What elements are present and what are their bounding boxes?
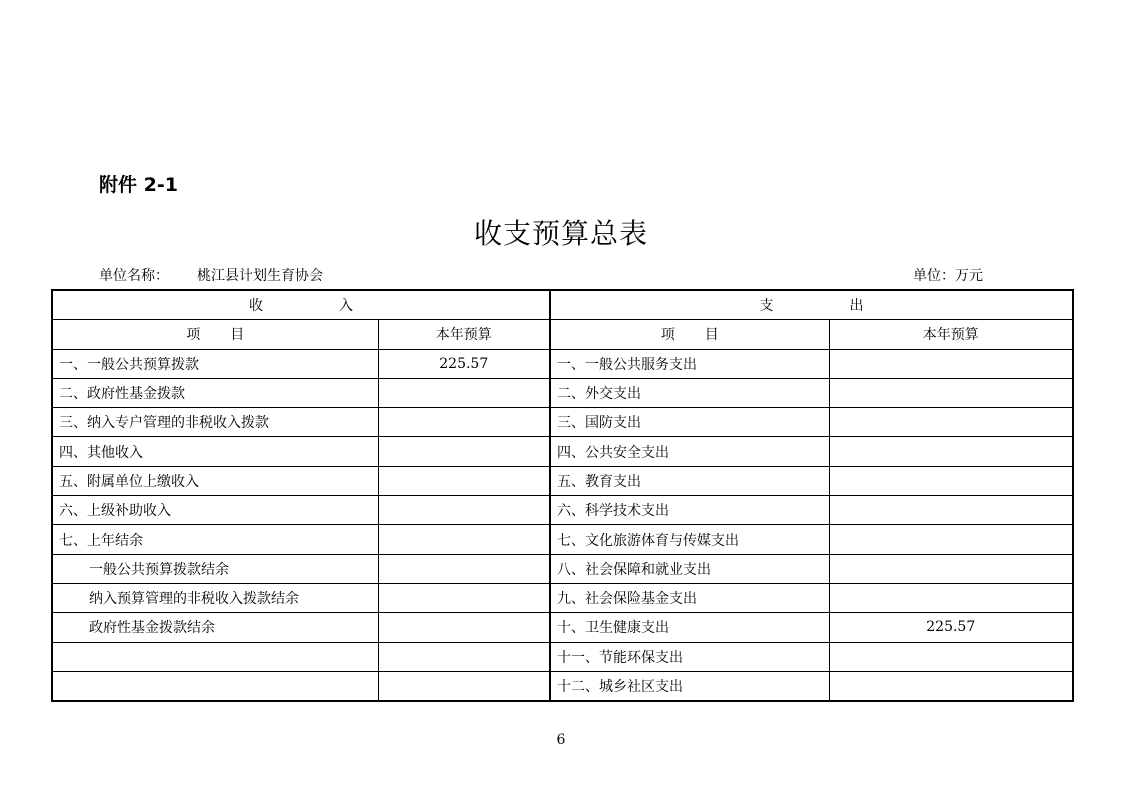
expense-amount-cell — [829, 671, 1073, 701]
table-head — [52, 290, 1073, 349]
income-subitem-cell: 一般公共预算拨款结余 — [52, 554, 378, 583]
unit-label: 单位：万元 — [913, 268, 983, 284]
income-amount-cell — [378, 466, 550, 495]
expense-section-header — [550, 290, 1073, 320]
expense-amount-cell — [829, 583, 1073, 612]
income-amount-cell — [378, 613, 550, 642]
income-item-header — [52, 320, 378, 349]
item-header-char-1: 项 — [186, 327, 201, 344]
expense-item-cell: 十一、节能环保支出 — [550, 642, 829, 671]
expense-item-cell: 一、一般公共服务支出 — [550, 349, 829, 378]
income-amount-cell — [378, 378, 550, 407]
expense-item-cell: 十二、城乡社区支出 — [550, 671, 829, 701]
expense-header-char-2: 出 — [849, 298, 864, 315]
expense-item-cell: 五、教育支出 — [550, 466, 829, 495]
budget-summary-table — [51, 289, 1074, 702]
expense-header-char-1: 支 — [759, 298, 774, 315]
income-item-cell: 四、其他收入 — [52, 437, 378, 466]
table-row — [52, 408, 1073, 437]
attachment-label: 附件 2-1 — [99, 174, 178, 196]
income-amount-cell — [378, 496, 550, 525]
income-section-header — [52, 290, 550, 320]
expense-item-cell: 九、社会保险基金支出 — [550, 583, 829, 612]
expense-amount-cell — [829, 466, 1073, 495]
expense-budget-header: 本年预算 — [829, 320, 1073, 349]
income-item-cell: 七、上年结余 — [52, 525, 378, 554]
expense-item-cell: 七、文化旅游体育与传媒支出 — [550, 525, 829, 554]
unit-name-label: 单位名称： — [99, 268, 169, 284]
expense-amount-cell — [829, 349, 1073, 378]
income-item-cell: 一、一般公共预算拨款 — [52, 349, 378, 378]
section-header-row — [52, 290, 1073, 320]
item-header-char-1: 项 — [660, 327, 675, 344]
income-amount-cell — [378, 583, 550, 612]
expense-item-cell: 八、社会保障和就业支出 — [550, 554, 829, 583]
expense-amount-cell: 225.57 — [829, 613, 1073, 642]
expense-item-cell: 二、外交支出 — [550, 378, 829, 407]
expense-item-header — [550, 320, 829, 349]
expense-amount-cell — [829, 496, 1073, 525]
table-row — [52, 525, 1073, 554]
income-amount-cell — [378, 554, 550, 583]
income-amount-cell — [378, 525, 550, 554]
table-row — [52, 437, 1073, 466]
expense-amount-cell — [829, 554, 1073, 583]
item-header-char-2: 目 — [704, 327, 719, 344]
income-amount-cell — [378, 437, 550, 466]
income-amount-cell — [378, 642, 550, 671]
page-title: 收支预算总表 — [473, 217, 648, 250]
income-item-cell — [52, 642, 378, 671]
item-header-char-2: 目 — [230, 327, 245, 344]
income-item-cell: 六、上级补助收入 — [52, 496, 378, 525]
income-amount-cell — [378, 408, 550, 437]
table-row — [52, 466, 1073, 495]
income-item-cell — [52, 671, 378, 701]
table-row — [52, 378, 1073, 407]
income-item-cell: 三、纳入专户管理的非税收入拨款 — [52, 408, 378, 437]
table-body — [52, 349, 1073, 701]
column-header-row — [52, 320, 1073, 349]
expense-item-cell: 十、卫生健康支出 — [550, 613, 829, 642]
income-item-cell: 五、附属单位上缴收入 — [52, 466, 378, 495]
table-row — [52, 583, 1073, 612]
expense-amount-cell — [829, 525, 1073, 554]
table-row — [52, 613, 1073, 642]
income-item-cell: 二、政府性基金拨款 — [52, 378, 378, 407]
expense-amount-cell — [829, 378, 1073, 407]
expense-amount-cell — [829, 408, 1073, 437]
expense-amount-cell — [829, 642, 1073, 671]
income-header-char-1: 收 — [249, 298, 263, 315]
table-row — [52, 349, 1073, 378]
table-row — [52, 496, 1073, 525]
expense-item-cell: 六、科学技术支出 — [550, 496, 829, 525]
table-row — [52, 642, 1073, 671]
income-header-char-2: 入 — [339, 298, 353, 315]
table-row — [52, 671, 1073, 701]
table-row — [52, 554, 1073, 583]
income-amount-cell: 225.57 — [378, 349, 550, 378]
expense-amount-cell — [829, 437, 1073, 466]
income-subitem-cell: 政府性基金拨款结余 — [52, 613, 378, 642]
income-subitem-cell: 纳入预算管理的非税收入拨款结余 — [52, 583, 378, 612]
expense-item-cell: 三、国防支出 — [550, 408, 829, 437]
unit-name-value: 桃江县计划生育协会 — [197, 268, 323, 284]
income-amount-cell — [378, 671, 550, 701]
expense-item-cell: 四、公共安全支出 — [550, 437, 829, 466]
income-budget-header: 本年预算 — [378, 320, 550, 349]
page-number: 6 — [556, 732, 566, 748]
